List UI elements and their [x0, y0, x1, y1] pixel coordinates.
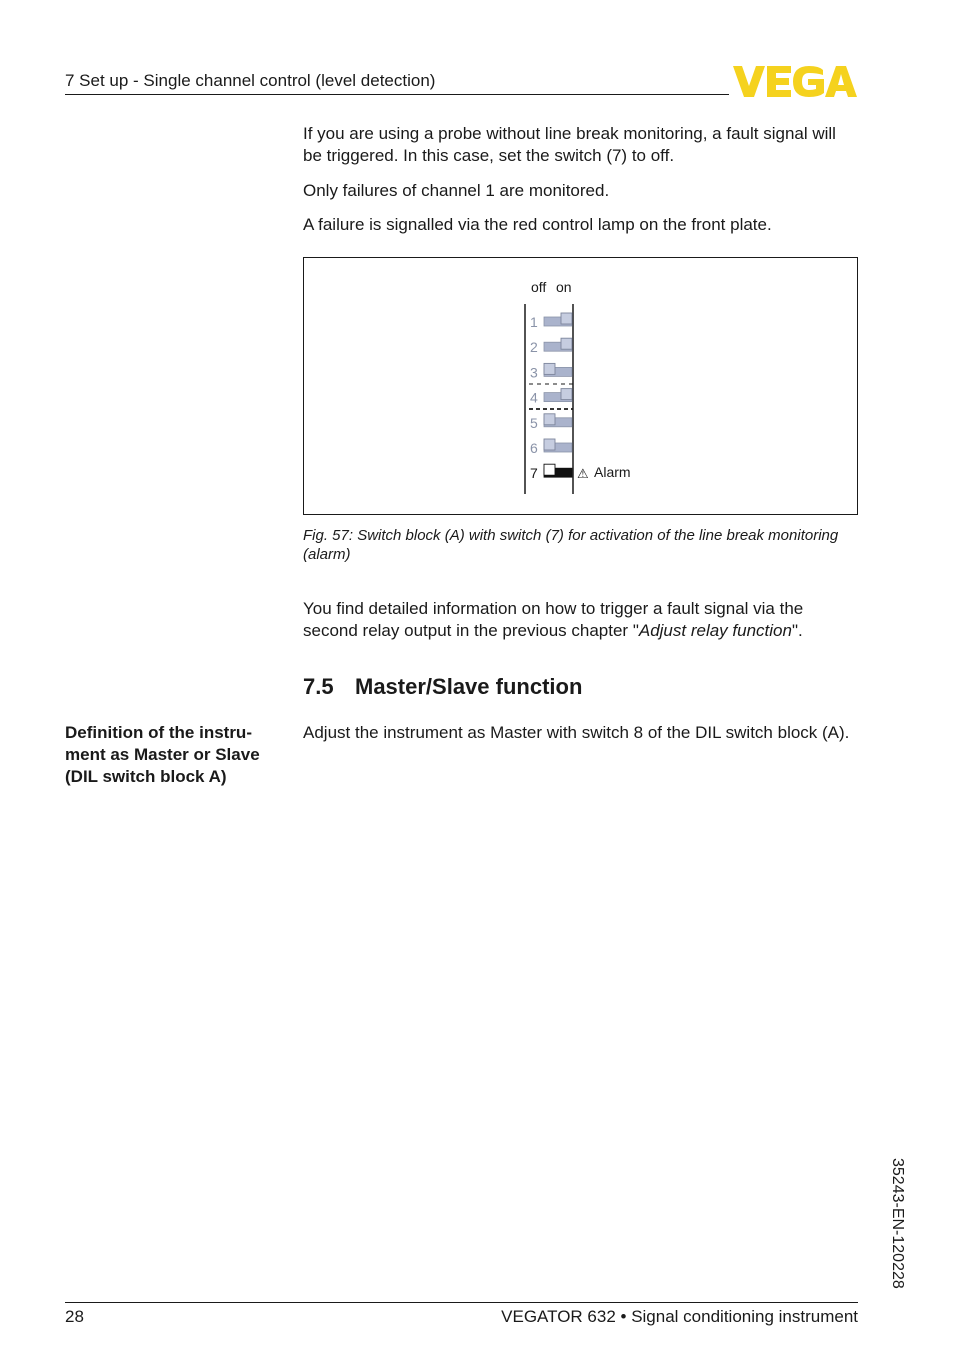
section-title: Master/Slave function	[355, 674, 583, 699]
alarm-label: Alarm	[594, 464, 631, 480]
paragraph-channel-monitoring: Only failures of channel 1 are monitored.	[303, 181, 610, 200]
margin-heading: Definition of the instru-ment as Master or Slave (DIL switch block A)	[65, 723, 260, 786]
switch-number-3: 3	[530, 364, 538, 381]
figure-switch-block	[303, 257, 858, 515]
switch-number-5: 5	[530, 414, 538, 431]
warning-triangle-icon: ⚠	[577, 467, 589, 482]
document-id: 35243-EN-120228	[889, 1158, 906, 1289]
switch-number-4: 4	[530, 389, 538, 406]
switch-block-diagram	[304, 258, 857, 514]
switch-knob-3	[544, 363, 555, 374]
switch-knob-6	[544, 439, 555, 450]
figure-caption: Fig. 57: Switch block (A) with switch (7) for activation of the line break monitoring (alarm)	[303, 527, 839, 563]
switch-knob-5	[544, 414, 555, 425]
section-number: 7.5	[303, 674, 334, 699]
page-number: 28	[65, 1307, 84, 1326]
on-label: on	[556, 279, 572, 295]
footer-rule	[65, 1302, 858, 1303]
paragraph-probe-warning: If you are using a probe without line break monitoring, a fault signal will be triggered. In this case, set the switch (7) to off.	[303, 124, 836, 165]
paragraph-failure-lamp: A failure is signalled via the red control lamp on the front plate.	[303, 215, 772, 234]
footer-product: VEGATOR 632 • Signal conditioning instrument	[501, 1307, 858, 1326]
vega-logo	[733, 66, 857, 97]
paragraph-master-adjust: Adjust the instrument as Master with switch 8 of the DIL switch block (A).	[303, 723, 850, 742]
switch-knob-2	[561, 338, 572, 349]
section-heading	[303, 674, 582, 700]
running-header: 7 Set up - Single channel control (level detection)	[65, 71, 436, 90]
switch-number-7: 7	[530, 465, 538, 482]
switch-number-1: 1	[530, 314, 538, 330]
switch-number-6: 6	[530, 440, 538, 456]
switch-knob-4	[561, 389, 572, 400]
switch-knob-7	[544, 464, 555, 475]
switch-number-2: 2	[530, 339, 538, 356]
relay-reference-text: You find detailed information on how to trigger a fault signal via the second relay output in the previous chapter "	[303, 599, 804, 640]
relay-reference-link-title: Adjust relay function	[638, 621, 792, 640]
off-label: off	[531, 279, 547, 295]
header-rule	[65, 94, 729, 95]
relay-reference-end: ".	[791, 621, 803, 640]
paragraph-relay-reference	[303, 598, 859, 642]
switch-knob-1	[561, 313, 572, 324]
